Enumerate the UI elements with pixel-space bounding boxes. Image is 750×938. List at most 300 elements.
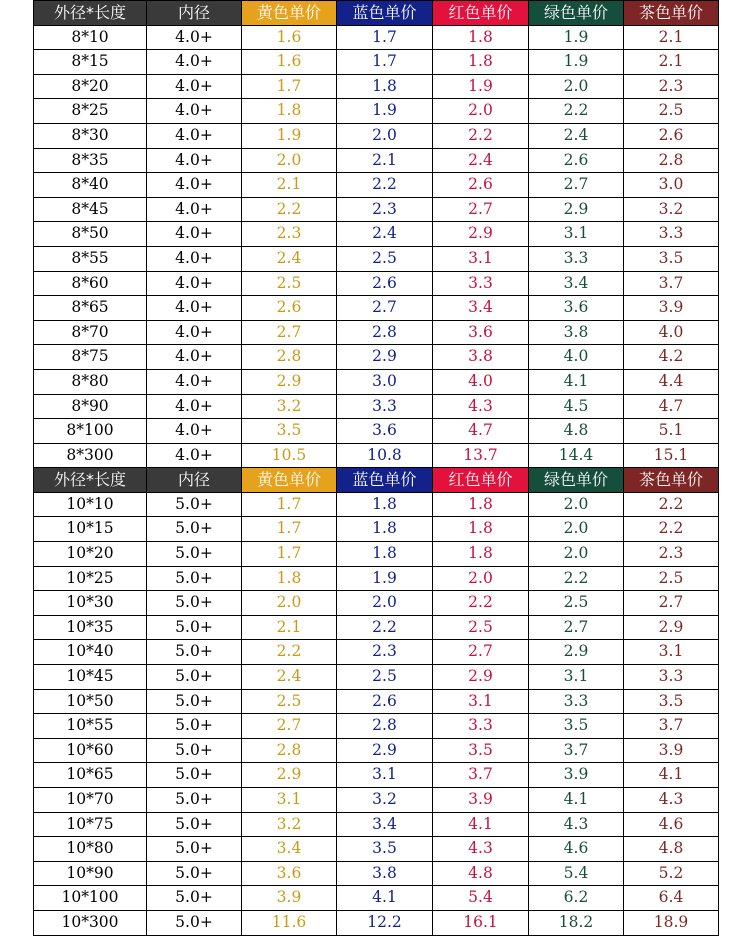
cell-brown-price: 2.3	[624, 74, 719, 99]
table-row	[34, 837, 719, 862]
cell-yellow-price: 2.4	[242, 246, 337, 271]
cell-brown-price: 2.6	[624, 123, 719, 148]
cell-inner-diameter: 4.0+	[147, 419, 242, 444]
cell-inner-diameter: 4.0+	[147, 123, 242, 148]
cell-red-price: 4.0	[433, 369, 529, 394]
cell-inner-diameter: 4.0+	[147, 173, 242, 198]
cell-inner-diameter: 4.0+	[147, 369, 242, 394]
table-row	[34, 173, 719, 198]
cell-brown-price: 4.0	[624, 320, 719, 345]
cell-brown-price: 18.9	[624, 910, 719, 935]
cell-blue-price: 2.7	[337, 296, 433, 321]
cell-inner-diameter: 5.0+	[147, 615, 242, 640]
cell-outer-length: 10*40	[34, 640, 147, 665]
cell-outer-length: 8*300	[34, 443, 147, 468]
cell-inner-diameter: 5.0+	[147, 738, 242, 763]
cell-brown-price: 4.7	[624, 394, 719, 419]
cell-yellow-price: 1.7	[242, 542, 337, 567]
header-inner-diameter: 内径	[147, 1, 242, 26]
cell-inner-diameter: 4.0+	[147, 345, 242, 370]
cell-inner-diameter: 4.0+	[147, 197, 242, 222]
cell-green-price: 3.3	[529, 689, 624, 714]
cell-brown-price: 5.2	[624, 861, 719, 886]
cell-outer-length: 8*45	[34, 197, 147, 222]
header-red-price: 红色单价	[433, 1, 529, 26]
cell-outer-length: 8*25	[34, 99, 147, 124]
table-row	[34, 222, 719, 247]
cell-red-price: 1.8	[433, 542, 529, 567]
cell-red-price: 2.9	[433, 665, 529, 690]
table-row	[34, 197, 719, 222]
cell-green-price: 3.8	[529, 320, 624, 345]
cell-green-price: 3.4	[529, 271, 624, 296]
cell-green-price: 2.6	[529, 148, 624, 173]
table-row	[34, 394, 719, 419]
header-green-price: 绿色单价	[529, 1, 624, 26]
cell-brown-price: 4.2	[624, 345, 719, 370]
cell-brown-price: 2.5	[624, 566, 719, 591]
cell-blue-price: 10.8	[337, 443, 433, 468]
cell-brown-price: 3.7	[624, 714, 719, 739]
cell-inner-diameter: 5.0+	[147, 837, 242, 862]
table-row	[34, 123, 719, 148]
cell-blue-price: 2.4	[337, 222, 433, 247]
cell-red-price: 2.5	[433, 615, 529, 640]
table-row	[34, 714, 719, 739]
cell-brown-price: 3.7	[624, 271, 719, 296]
cell-blue-price: 2.2	[337, 173, 433, 198]
cell-red-price: 2.2	[433, 591, 529, 616]
table-row	[34, 517, 719, 542]
cell-inner-diameter: 5.0+	[147, 714, 242, 739]
cell-inner-diameter: 5.0+	[147, 910, 242, 935]
cell-red-price: 2.7	[433, 640, 529, 665]
cell-yellow-price: 2.1	[242, 173, 337, 198]
cell-outer-length: 10*15	[34, 517, 147, 542]
cell-green-price: 3.7	[529, 738, 624, 763]
cell-yellow-price: 2.9	[242, 369, 337, 394]
cell-green-price: 1.9	[529, 50, 624, 75]
cell-red-price: 3.1	[433, 246, 529, 271]
table-row	[34, 296, 719, 321]
cell-brown-price: 2.8	[624, 148, 719, 173]
header-outer-length: 外径*长度	[34, 468, 147, 493]
cell-outer-length: 8*90	[34, 394, 147, 419]
cell-red-price: 1.9	[433, 74, 529, 99]
cell-red-price: 2.0	[433, 566, 529, 591]
cell-yellow-price: 2.5	[242, 689, 337, 714]
cell-green-price: 4.0	[529, 345, 624, 370]
cell-red-price: 3.9	[433, 788, 529, 813]
cell-green-price: 2.0	[529, 517, 624, 542]
cell-blue-price: 1.9	[337, 99, 433, 124]
cell-yellow-price: 2.1	[242, 615, 337, 640]
cell-outer-length: 10*55	[34, 714, 147, 739]
cell-brown-price: 2.2	[624, 492, 719, 517]
cell-green-price: 2.7	[529, 173, 624, 198]
cell-outer-length: 8*55	[34, 246, 147, 271]
cell-red-price: 4.8	[433, 861, 529, 886]
table-row	[34, 689, 719, 714]
cell-yellow-price: 2.8	[242, 345, 337, 370]
cell-outer-length: 8*50	[34, 222, 147, 247]
cell-red-price: 3.3	[433, 714, 529, 739]
cell-brown-price: 2.3	[624, 542, 719, 567]
cell-blue-price: 3.6	[337, 419, 433, 444]
cell-brown-price: 3.9	[624, 296, 719, 321]
cell-red-price: 1.8	[433, 492, 529, 517]
cell-brown-price: 2.5	[624, 99, 719, 124]
cell-red-price: 3.7	[433, 763, 529, 788]
price-table	[33, 0, 719, 936]
cell-brown-price: 2.7	[624, 591, 719, 616]
cell-inner-diameter: 4.0+	[147, 50, 242, 75]
cell-brown-price: 3.1	[624, 640, 719, 665]
cell-outer-length: 10*25	[34, 566, 147, 591]
cell-yellow-price: 2.9	[242, 763, 337, 788]
cell-yellow-price: 2.0	[242, 591, 337, 616]
cell-green-price: 3.9	[529, 763, 624, 788]
cell-yellow-price: 1.8	[242, 99, 337, 124]
cell-red-price: 2.9	[433, 222, 529, 247]
cell-brown-price: 6.4	[624, 886, 719, 911]
cell-outer-length: 8*35	[34, 148, 147, 173]
cell-blue-price: 1.8	[337, 542, 433, 567]
cell-outer-length: 8*65	[34, 296, 147, 321]
cell-brown-price: 3.3	[624, 222, 719, 247]
cell-green-price: 3.1	[529, 665, 624, 690]
price-table-body	[34, 1, 719, 936]
cell-inner-diameter: 5.0+	[147, 492, 242, 517]
cell-inner-diameter: 5.0+	[147, 542, 242, 567]
cell-brown-price: 3.0	[624, 173, 719, 198]
cell-green-price: 4.6	[529, 837, 624, 862]
cell-blue-price: 2.8	[337, 714, 433, 739]
cell-green-price: 2.0	[529, 542, 624, 567]
cell-brown-price: 2.1	[624, 50, 719, 75]
cell-inner-diameter: 4.0+	[147, 74, 242, 99]
cell-inner-diameter: 4.0+	[147, 443, 242, 468]
table-row	[34, 148, 719, 173]
cell-red-price: 2.7	[433, 197, 529, 222]
price-table-sheet	[33, 0, 718, 936]
cell-outer-length: 10*100	[34, 886, 147, 911]
cell-inner-diameter: 4.0+	[147, 222, 242, 247]
cell-blue-price: 3.5	[337, 837, 433, 862]
cell-yellow-price: 2.7	[242, 714, 337, 739]
cell-inner-diameter: 5.0+	[147, 812, 242, 837]
cell-green-price: 4.1	[529, 788, 624, 813]
cell-red-price: 1.8	[433, 50, 529, 75]
header-brown-price: 茶色单价	[624, 468, 719, 493]
table-row	[34, 74, 719, 99]
cell-outer-length: 10*10	[34, 492, 147, 517]
cell-green-price: 3.5	[529, 714, 624, 739]
table-row	[34, 738, 719, 763]
cell-yellow-price: 1.6	[242, 50, 337, 75]
cell-yellow-price: 3.6	[242, 861, 337, 886]
cell-red-price: 3.1	[433, 689, 529, 714]
cell-yellow-price: 11.6	[242, 910, 337, 935]
cell-inner-diameter: 4.0+	[147, 296, 242, 321]
cell-red-price: 2.2	[433, 123, 529, 148]
cell-red-price: 3.6	[433, 320, 529, 345]
table-row	[34, 788, 719, 813]
cell-blue-price: 2.2	[337, 615, 433, 640]
table-row	[34, 812, 719, 837]
cell-yellow-price: 3.5	[242, 419, 337, 444]
cell-green-price: 2.9	[529, 197, 624, 222]
cell-yellow-price: 2.6	[242, 296, 337, 321]
cell-yellow-price: 3.9	[242, 886, 337, 911]
cell-brown-price: 3.5	[624, 689, 719, 714]
cell-blue-price: 2.9	[337, 738, 433, 763]
header-green-price: 绿色单价	[529, 468, 624, 493]
cell-green-price: 2.7	[529, 615, 624, 640]
cell-blue-price: 3.0	[337, 369, 433, 394]
table-row	[34, 886, 719, 911]
cell-blue-price: 3.8	[337, 861, 433, 886]
cell-yellow-price: 3.1	[242, 788, 337, 813]
cell-red-price: 4.3	[433, 394, 529, 419]
cell-red-price: 3.3	[433, 271, 529, 296]
table-row	[34, 591, 719, 616]
table-row	[34, 763, 719, 788]
cell-inner-diameter: 4.0+	[147, 271, 242, 296]
cell-blue-price: 3.2	[337, 788, 433, 813]
cell-outer-length: 10*90	[34, 861, 147, 886]
cell-blue-price: 12.2	[337, 910, 433, 935]
cell-red-price: 4.1	[433, 812, 529, 837]
header-row	[34, 1, 719, 26]
cell-blue-price: 2.9	[337, 345, 433, 370]
header-blue-price: 蓝色单价	[337, 468, 433, 493]
cell-brown-price: 15.1	[624, 443, 719, 468]
cell-brown-price: 2.2	[624, 517, 719, 542]
cell-outer-length: 8*60	[34, 271, 147, 296]
cell-outer-length: 10*65	[34, 763, 147, 788]
table-row	[34, 345, 719, 370]
cell-green-price: 5.4	[529, 861, 624, 886]
cell-green-price: 4.3	[529, 812, 624, 837]
table-row	[34, 25, 719, 50]
cell-blue-price: 2.5	[337, 665, 433, 690]
cell-outer-length: 10*75	[34, 812, 147, 837]
cell-green-price: 3.6	[529, 296, 624, 321]
cell-outer-length: 8*20	[34, 74, 147, 99]
cell-yellow-price: 2.8	[242, 738, 337, 763]
cell-blue-price: 1.9	[337, 566, 433, 591]
cell-inner-diameter: 5.0+	[147, 689, 242, 714]
cell-outer-length: 10*45	[34, 665, 147, 690]
cell-blue-price: 3.3	[337, 394, 433, 419]
cell-inner-diameter: 5.0+	[147, 517, 242, 542]
header-red-price: 红色单价	[433, 468, 529, 493]
cell-inner-diameter: 5.0+	[147, 861, 242, 886]
cell-brown-price: 3.9	[624, 738, 719, 763]
table-row	[34, 910, 719, 935]
cell-green-price: 3.1	[529, 222, 624, 247]
cell-red-price: 3.4	[433, 296, 529, 321]
cell-outer-length: 10*80	[34, 837, 147, 862]
cell-yellow-price: 3.4	[242, 837, 337, 862]
cell-yellow-price: 1.6	[242, 25, 337, 50]
cell-red-price: 4.3	[433, 837, 529, 862]
cell-red-price: 1.8	[433, 25, 529, 50]
table-row	[34, 665, 719, 690]
table-row	[34, 861, 719, 886]
cell-blue-price: 2.1	[337, 148, 433, 173]
cell-inner-diameter: 4.0+	[147, 25, 242, 50]
cell-outer-length: 8*75	[34, 345, 147, 370]
cell-green-price: 3.3	[529, 246, 624, 271]
cell-blue-price: 2.6	[337, 271, 433, 296]
table-row	[34, 50, 719, 75]
cell-inner-diameter: 5.0+	[147, 640, 242, 665]
cell-yellow-price: 2.0	[242, 148, 337, 173]
cell-green-price: 4.8	[529, 419, 624, 444]
cell-outer-length: 8*80	[34, 369, 147, 394]
cell-yellow-price: 1.8	[242, 566, 337, 591]
cell-brown-price: 4.1	[624, 763, 719, 788]
cell-green-price: 2.4	[529, 123, 624, 148]
cell-blue-price: 2.8	[337, 320, 433, 345]
cell-inner-diameter: 4.0+	[147, 394, 242, 419]
header-brown-price: 茶色单价	[624, 1, 719, 26]
cell-red-price: 3.5	[433, 738, 529, 763]
table-row	[34, 615, 719, 640]
table-row	[34, 419, 719, 444]
cell-inner-diameter: 5.0+	[147, 763, 242, 788]
cell-inner-diameter: 5.0+	[147, 886, 242, 911]
cell-yellow-price: 3.2	[242, 394, 337, 419]
cell-blue-price: 2.5	[337, 246, 433, 271]
cell-outer-length: 10*20	[34, 542, 147, 567]
cell-yellow-price: 3.2	[242, 812, 337, 837]
cell-green-price: 2.9	[529, 640, 624, 665]
cell-red-price: 16.1	[433, 910, 529, 935]
cell-outer-length: 8*15	[34, 50, 147, 75]
table-row	[34, 246, 719, 271]
header-yellow-price: 黄色单价	[242, 468, 337, 493]
cell-blue-price: 1.8	[337, 74, 433, 99]
table-row	[34, 369, 719, 394]
cell-red-price: 1.8	[433, 517, 529, 542]
cell-outer-length: 10*30	[34, 591, 147, 616]
cell-green-price: 1.9	[529, 25, 624, 50]
cell-inner-diameter: 4.0+	[147, 148, 242, 173]
cell-blue-price: 3.1	[337, 763, 433, 788]
header-inner-diameter: 内径	[147, 468, 242, 493]
cell-brown-price: 4.8	[624, 837, 719, 862]
cell-yellow-price: 2.2	[242, 640, 337, 665]
cell-yellow-price: 1.7	[242, 517, 337, 542]
cell-outer-length: 8*100	[34, 419, 147, 444]
cell-blue-price: 2.3	[337, 640, 433, 665]
cell-blue-price: 2.0	[337, 123, 433, 148]
cell-yellow-price: 2.3	[242, 222, 337, 247]
cell-blue-price: 1.8	[337, 492, 433, 517]
table-row	[34, 492, 719, 517]
cell-green-price: 2.2	[529, 566, 624, 591]
cell-red-price: 2.0	[433, 99, 529, 124]
cell-outer-length: 8*70	[34, 320, 147, 345]
table-row	[34, 99, 719, 124]
cell-yellow-price: 1.9	[242, 123, 337, 148]
cell-green-price: 14.4	[529, 443, 624, 468]
header-blue-price: 蓝色单价	[337, 1, 433, 26]
cell-yellow-price: 2.7	[242, 320, 337, 345]
table-row	[34, 566, 719, 591]
cell-yellow-price: 10.5	[242, 443, 337, 468]
cell-green-price: 18.2	[529, 910, 624, 935]
cell-red-price: 5.4	[433, 886, 529, 911]
cell-yellow-price: 1.7	[242, 492, 337, 517]
cell-green-price: 2.2	[529, 99, 624, 124]
cell-outer-length: 10*300	[34, 910, 147, 935]
cell-red-price: 2.6	[433, 173, 529, 198]
cell-brown-price: 3.2	[624, 197, 719, 222]
cell-green-price: 4.5	[529, 394, 624, 419]
cell-yellow-price: 2.2	[242, 197, 337, 222]
table-row	[34, 271, 719, 296]
cell-inner-diameter: 5.0+	[147, 591, 242, 616]
table-row	[34, 320, 719, 345]
cell-red-price: 4.7	[433, 419, 529, 444]
header-yellow-price: 黄色单价	[242, 1, 337, 26]
cell-brown-price: 3.3	[624, 665, 719, 690]
cell-outer-length: 8*10	[34, 25, 147, 50]
cell-blue-price: 1.8	[337, 517, 433, 542]
cell-yellow-price: 1.7	[242, 74, 337, 99]
cell-blue-price: 2.0	[337, 591, 433, 616]
cell-outer-length: 10*60	[34, 738, 147, 763]
cell-inner-diameter: 4.0+	[147, 246, 242, 271]
cell-outer-length: 8*40	[34, 173, 147, 198]
table-row	[34, 542, 719, 567]
cell-yellow-price: 2.5	[242, 271, 337, 296]
cell-outer-length: 10*70	[34, 788, 147, 813]
cell-red-price: 2.4	[433, 148, 529, 173]
header-row	[34, 468, 719, 493]
cell-brown-price: 2.1	[624, 25, 719, 50]
cell-outer-length: 8*30	[34, 123, 147, 148]
cell-green-price: 4.1	[529, 369, 624, 394]
cell-green-price: 6.2	[529, 886, 624, 911]
cell-inner-diameter: 4.0+	[147, 320, 242, 345]
cell-blue-price: 4.1	[337, 886, 433, 911]
cell-inner-diameter: 5.0+	[147, 566, 242, 591]
cell-yellow-price: 2.4	[242, 665, 337, 690]
cell-blue-price: 3.4	[337, 812, 433, 837]
table-row	[34, 640, 719, 665]
cell-outer-length: 10*35	[34, 615, 147, 640]
cell-red-price: 3.8	[433, 345, 529, 370]
cell-inner-diameter: 4.0+	[147, 99, 242, 124]
cell-brown-price: 2.9	[624, 615, 719, 640]
cell-green-price: 2.0	[529, 492, 624, 517]
cell-green-price: 2.5	[529, 591, 624, 616]
table-row	[34, 443, 719, 468]
cell-red-price: 13.7	[433, 443, 529, 468]
cell-blue-price: 1.7	[337, 50, 433, 75]
cell-green-price: 2.0	[529, 74, 624, 99]
header-outer-length: 外径*长度	[34, 1, 147, 26]
cell-blue-price: 1.7	[337, 25, 433, 50]
cell-outer-length: 10*50	[34, 689, 147, 714]
cell-brown-price: 4.4	[624, 369, 719, 394]
cell-brown-price: 5.1	[624, 419, 719, 444]
